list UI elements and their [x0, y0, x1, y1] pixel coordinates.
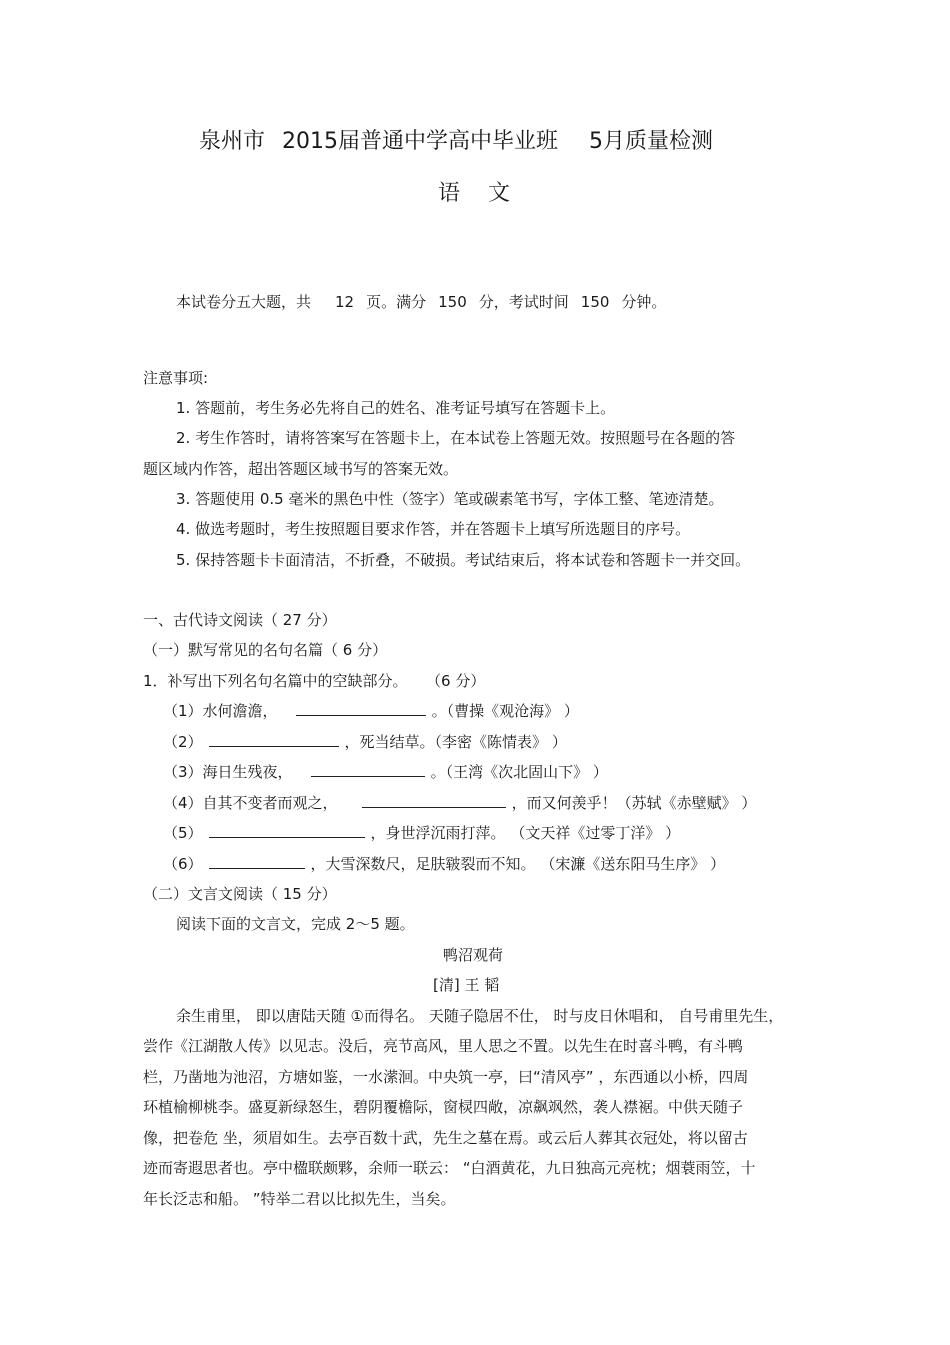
passage-line: 年长泛志和船。 ”特举二君以比拟先生，当矣。 [143, 1190, 456, 1208]
fill-in-item: （1）水何澹澹， 。（曹操《观沧海》 ） [163, 702, 579, 720]
fill-in-item: （2） ，死当结草。（李密《陈情表》 ） [163, 733, 567, 751]
subsection-heading: （二）文言文阅读（ 15 分） [143, 885, 337, 903]
subsection-heading: （一）默写常见的名句名篇（ 6 分） [143, 641, 388, 659]
subject-title: 语 文 [438, 181, 511, 206]
answer-blank [296, 701, 426, 716]
fill-in-item: （4）自其不变者而观之， ，而又何羡乎！（苏轼《赤壁赋》 ） [163, 794, 757, 812]
fill-in-item: （5） ，身世浮沉雨打萍。 （文天祥《过零丁洋》 ） [163, 824, 681, 842]
fill-in-item: （3）海日生残夜， 。（王湾《次北固山下》 ） [163, 763, 608, 781]
notice-item: 3. 答题使用 0.5 毫米的黑色中性（签字）笔或碳素笔书写，字体工整、笔迹清楚。 [176, 490, 724, 508]
reading-instruction: 阅读下面的文言文，完成 2～5 题。 [176, 915, 415, 933]
passage-line: 迹而寄遐思者也。亭中楹联颇夥，余师一联云： “白酒黄花，九日独高元亮枕；烟蓑雨笠，十 [143, 1159, 756, 1177]
exam-intro: 本试卷分五大题，共 12 页。满分 150 分，考试时间 150 分钟。 [176, 293, 667, 311]
question-1: 1．补写出下列名句名篇中的空缺部分。 （6 分） [143, 672, 486, 690]
passage-line: 余生甫里， 即以唐陆天随 ①而得名。 天随子隐居不仕， 时与皮日休唱和， 自号甫里先生， [176, 1007, 784, 1025]
passage-author: [清] 王 韬 [433, 976, 500, 994]
notice-item: 题区域内作答，超出答题区域书写的答案无效。 [143, 460, 459, 478]
passage-line: 环植榆柳桃李。盛夏新绿怒生，碧阴覆檐际，窗棂四敞，凉飙飒然，袭人襟裾。中供天随子 [143, 1098, 744, 1116]
passage-title: 鸭沼观荷 [443, 946, 504, 964]
fill-in-item: （6） ，大雪深数尺，足肤皲裂而不知。 （宋濂《送东阳马生序》 ） [163, 855, 726, 873]
answer-blank [362, 793, 506, 808]
notice-item: 2. 考生作答时，请将答案写在答题卡上，在本试卷上答题无效。按照题号在各题的答 [176, 429, 736, 447]
passage-line: 栏，乃凿地为池沼，方塘如鉴，一水潆洄。中央筑一亭，曰“清风亭” ，东西通以小桥，四周 [143, 1068, 749, 1086]
answer-blank [209, 823, 365, 838]
passage-line: 像，把卷危 坐，须眉如生。去亭百数十武，先生之墓在焉。或云后人葬其衣冠处，将以留古 [143, 1129, 748, 1147]
notice-item: 4. 做选考题时，考生按照题目要求作答，并在答题卡上填写所选题目的序号。 [176, 520, 691, 538]
answer-blank [209, 732, 339, 747]
notice-item: 5. 保持答题卡卡面清洁，不折叠，不破损。考试结束后，将本试卷和答题卡一并交回。 [176, 551, 751, 569]
passage-line: 尝作《江湖散人传》以见志。没后，亮节高风，里人思之不置。以先生在时喜斗鸭，有斗鸭 [143, 1037, 744, 1055]
section-heading: 一、古代诗文阅读（ 27 分） [143, 611, 337, 629]
page-title: 泉州市 2015届普通中学高中毕业班 5月质量检测 [199, 129, 714, 154]
notice-item: 1. 答题前，考生务必先将自己的姓名、准考证号填写在答题卡上。 [176, 399, 616, 417]
answer-blank [311, 762, 425, 777]
answer-blank [209, 854, 305, 869]
notice-heading: 注意事项: [143, 369, 209, 387]
